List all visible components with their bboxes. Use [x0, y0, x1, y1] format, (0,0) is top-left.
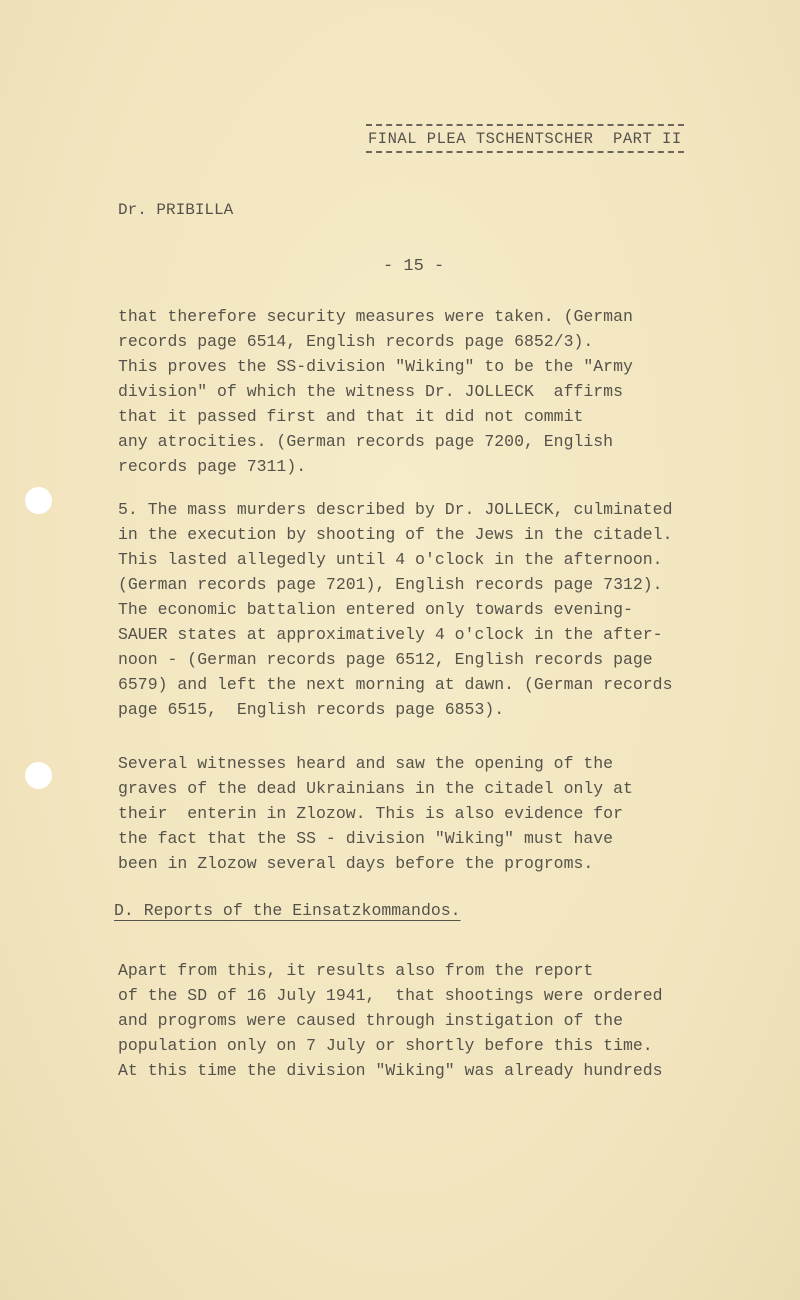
punch-hole	[25, 762, 52, 789]
text-line: (German records page 7201), English records page 7312).	[118, 575, 663, 594]
text-line: and progroms were caused through instigation of the	[118, 1011, 623, 1030]
text-line: the fact that the SS - division "Wiking" must have	[118, 829, 614, 848]
text-line: division" of which the witness Dr. JOLLECK affirms	[118, 382, 623, 401]
text-line: The economic battalion entered only towards evening-	[118, 600, 633, 619]
paragraph-3	[118, 751, 633, 876]
text-line: SAUER states at approximatively 4 o'clock in the after-	[118, 625, 663, 644]
section-heading: D. Reports of the Einsatzkommandos.	[114, 901, 461, 920]
text-line: population only on 7 July or shortly before this time.	[118, 1036, 653, 1055]
text-line: 5. The mass murders described by Dr. JOLLECK, culminated	[118, 500, 673, 519]
text-line: in the execution by shooting of the Jews in the citadel.	[118, 525, 673, 544]
author-name: Dr. PRIBILLA	[118, 201, 234, 219]
text-line: that it passed first and that it did not commit	[118, 407, 584, 426]
text-line: of the SD of 16 July 1941, that shootings were ordered	[118, 986, 663, 1005]
text-line: page 6515, English records page 6853).	[118, 700, 505, 719]
text-line: any atrocities. (German records page 7200, English	[118, 432, 614, 451]
text-line: This lasted allegedly until 4 o'clock in the afternoon.	[118, 550, 663, 569]
page-number: - 15 -	[383, 257, 445, 276]
text-line: Apart from this, it results also from the report	[118, 961, 594, 980]
paragraph-4	[118, 958, 663, 1083]
punch-hole	[25, 487, 52, 514]
text-line: Several witnesses heard and saw the opening of the	[118, 754, 614, 773]
paragraph-1	[118, 304, 633, 479]
text-line: 6579) and left the next morning at dawn. (German records	[118, 675, 673, 694]
text-line: been in Zlozow several days before the progroms.	[118, 854, 594, 873]
text-line: records page 7311).	[118, 457, 307, 476]
text-line: their enterin in Zlozow. This is also evidence for	[118, 804, 623, 823]
text-line: graves of the dead Ukrainians in the citadel only at	[118, 779, 633, 798]
text-line: noon - (German records page 6512, English records page	[118, 650, 653, 669]
text-line: that therefore security measures were taken. (German	[118, 307, 633, 326]
document-header: FINAL PLEA TSCHENTSCHER PART II	[366, 124, 684, 153]
text-line: This proves the SS-division "Wiking" to be the "Army	[118, 357, 633, 376]
text-line: At this time the division "Wiking" was already hundreds	[118, 1061, 663, 1080]
text-line: records page 6514, English records page 6852/3).	[118, 332, 594, 351]
paragraph-2	[118, 497, 673, 722]
